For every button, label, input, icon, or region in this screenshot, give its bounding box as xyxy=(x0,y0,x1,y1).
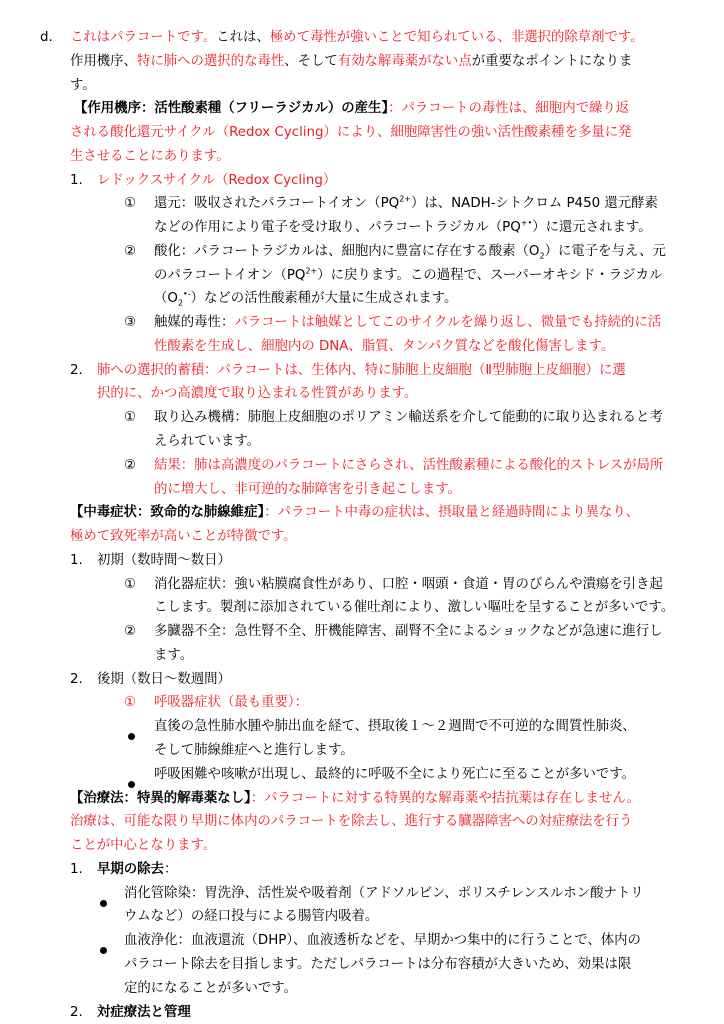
text-line xyxy=(154,289,457,309)
text-line xyxy=(74,99,629,119)
text-line xyxy=(154,432,260,452)
text-segment: 消化器症状：強い粘膜腐食性があり、口腔・咽頭・食道・胃のびらんや潰瘍を引き起 xyxy=(154,577,663,592)
text-line xyxy=(124,979,297,999)
text-segment: 還元：吸収されたパラコートイオン（PQ xyxy=(154,196,400,211)
text-segment: 性酸素を生成し、細胞内の DNA、脂質、タンパク質などを酸化傷害します。 xyxy=(154,339,615,354)
text-segment: 消化管除染：胃洗浄、活性炭や吸着剤（アドソルビン、ポリスチレンスルホン酸ナトリ xyxy=(124,886,644,901)
text-segment: ）などの活性酸素種が大量に生成されます。 xyxy=(190,291,458,306)
text-line xyxy=(154,765,635,785)
text-segment: ① xyxy=(124,410,137,425)
text-segment: レドックスサイクル（Redox Cycling） xyxy=(97,173,337,188)
bullet-icon xyxy=(128,733,135,740)
text-segment: 作用機序、 xyxy=(70,54,137,69)
text-segment: 1. xyxy=(70,173,83,188)
text-segment: のパラコートイオン（PQ xyxy=(154,268,306,283)
text-segment: 呼吸器症状（最も重要）： xyxy=(154,695,308,710)
text-line xyxy=(124,456,136,476)
text-segment: 酸化：パラコートラジカルは、細胞内に豊富に存在する酸素（O xyxy=(154,244,540,259)
text-segment: 治療は、可能な限り早期に体内のパラコートを除去し、進行する臓器障害への対症療法を行う xyxy=(70,814,633,829)
text-line xyxy=(124,194,136,214)
text-segment: 対症療法と管理 xyxy=(97,1005,191,1020)
text-line xyxy=(124,693,136,713)
text-segment: +• xyxy=(520,218,533,228)
text-segment: ② xyxy=(124,458,137,473)
text-line xyxy=(70,28,644,48)
text-segment: ② xyxy=(124,244,137,259)
text-segment: される酸化還元サイクル（Redox Cycling）により、細胞障害性の強い活性酸素種を多量に発 xyxy=(70,125,632,140)
text-segment: 2. xyxy=(70,1005,83,1020)
text-segment: が重要なポイントになりま xyxy=(471,54,633,69)
text-segment: 2+ xyxy=(399,194,411,204)
text-segment: す。 xyxy=(70,78,96,93)
text-line xyxy=(70,527,297,547)
text-segment: ウムなど）の経口投与による腸管内吸着。 xyxy=(124,909,379,924)
text-line xyxy=(154,622,663,642)
text-segment: こします。製剤に添加されている催吐剤により、激しい嘔吐を呈することが多いです。 xyxy=(154,600,675,615)
text-segment: 生させることにあります。 xyxy=(70,149,230,164)
text-segment: 的に増大し、非可逆的な肺障害を引き起こします。 xyxy=(154,482,461,497)
text-line xyxy=(154,693,308,713)
text-segment: ② xyxy=(124,624,137,639)
text-segment: ）に戻ります。この過程で、スーパーオキシド・ラジカル xyxy=(317,268,663,283)
bullet-icon xyxy=(100,947,107,954)
text-segment: 択的に、かつ高濃度で取り込まれる性質があります。 xyxy=(97,386,418,401)
text-segment: ：パラコートの毒性は、細胞内で繰り返 xyxy=(388,101,630,116)
text-segment: 特に肺への選択的な毒性 xyxy=(136,54,285,69)
text-line xyxy=(70,1003,83,1023)
text-segment: 呼吸困難や咳嗽が出現し、最終的に呼吸不全により死亡に至ることが多いです。 xyxy=(154,767,635,782)
text-line xyxy=(70,812,632,832)
text-segment: ：パラコートに対する特異的な解毒薬や拮抗薬は存在しません。 xyxy=(250,791,640,806)
text-line xyxy=(154,313,661,333)
text-line xyxy=(124,242,136,262)
text-segment: 2 xyxy=(177,298,184,308)
text-line xyxy=(154,456,663,476)
text-line xyxy=(70,361,83,381)
text-segment: 極めて毒性が強いことで知られている、非選択的除草剤です。 xyxy=(269,30,644,45)
text-segment: （O xyxy=(154,291,178,306)
text-segment: ① xyxy=(124,695,137,710)
text-segment: 肺への選択的蓄積：パラコートは、生体内、特に肺胞上皮細胞（Ⅱ型肺胞上皮細胞）に選 xyxy=(97,363,626,378)
bullet-icon xyxy=(100,900,107,907)
text-segment: 【治療法：特異的解毒薬なし】 xyxy=(70,791,251,806)
text-segment: 2. xyxy=(70,363,83,378)
text-line xyxy=(70,123,632,143)
text-segment: 有効な解毒薬がない点 xyxy=(337,54,472,69)
text-segment: ます。 xyxy=(154,648,194,663)
text-segment: •- xyxy=(183,289,191,299)
text-segment: 1. xyxy=(70,553,83,568)
text-line xyxy=(70,789,640,809)
text-line xyxy=(97,384,417,404)
text-line xyxy=(70,147,230,167)
text-segment: 【中毒症状：致命的な肺線維症】 xyxy=(70,505,265,520)
text-line xyxy=(40,28,53,48)
text-line xyxy=(124,931,641,951)
text-line xyxy=(70,551,83,571)
text-segment: d. xyxy=(40,30,53,45)
text-line xyxy=(97,860,177,880)
text-line xyxy=(154,194,658,214)
text-segment: 触媒的毒性： xyxy=(154,315,235,330)
text-line xyxy=(97,551,231,571)
text-line xyxy=(124,575,136,595)
text-line xyxy=(70,836,216,856)
text-line xyxy=(70,670,83,690)
text-segment: 直後の急性肺水腫や肺出血を経て、摂取後１～２週間で不可逆的な間質性肺炎、 xyxy=(154,719,636,734)
text-segment: ① xyxy=(124,577,137,592)
text-segment: ）に還元されます。 xyxy=(532,220,652,235)
text-line xyxy=(97,171,336,191)
text-line xyxy=(70,76,96,96)
text-segment: 後期（数日～数週間） xyxy=(97,672,231,687)
text-segment: 定的になることが多いです。 xyxy=(124,981,298,996)
text-segment: 【作用機序：活性酸素種（フリーラジカル）の産生】 xyxy=(74,101,389,116)
text-line xyxy=(124,408,136,428)
text-line xyxy=(154,646,193,666)
text-line xyxy=(124,884,644,904)
text-line xyxy=(154,337,614,357)
text-line xyxy=(124,622,136,642)
text-line xyxy=(97,670,231,690)
text-line xyxy=(154,242,666,262)
text-line xyxy=(154,218,652,238)
text-segment: これは、 xyxy=(216,30,270,45)
text-line xyxy=(154,575,663,595)
text-segment: 2. xyxy=(70,672,83,687)
text-line xyxy=(154,266,662,286)
text-segment: そして肺線維症へと進行します。 xyxy=(154,743,354,758)
text-segment: ことが中心となります。 xyxy=(70,838,217,853)
text-line xyxy=(154,741,354,761)
text-segment: 2 xyxy=(539,251,545,261)
text-line xyxy=(124,313,136,333)
text-line xyxy=(124,907,378,927)
text-segment: 取り込み機構：肺胞上皮細胞のポリアミン輸送系を介して能動的に取り込まれると考 xyxy=(154,410,663,425)
text-segment: 1. xyxy=(70,862,83,877)
text-segment: 、そして xyxy=(284,54,338,69)
text-segment: ： xyxy=(163,862,178,877)
text-line xyxy=(154,717,636,737)
text-segment: 早期の除去 xyxy=(97,862,164,877)
bullet-icon xyxy=(128,781,135,788)
text-segment: 多臓器不全：急性腎不全、肝機能障害、副腎不全によるショックなどが急速に進行し xyxy=(154,624,663,639)
text-segment: これはパラコートです。 xyxy=(70,30,217,45)
text-segment: 血液浄化：血液還流（DHP）、血液透析などを、早期かつ集中的に行うことで、体内の xyxy=(124,933,641,948)
text-segment: 初期（数時間～数日） xyxy=(97,553,231,568)
text-line xyxy=(70,860,83,880)
text-segment: ）は、NADH-シトクロム P450 還元酵素 xyxy=(410,196,658,211)
text-line xyxy=(97,361,626,381)
text-segment: ① xyxy=(124,196,137,211)
text-line xyxy=(97,1003,191,1023)
text-segment: パラコート除去を目指します。ただしパラコートは分布容積が大きいため、効果は限 xyxy=(124,957,632,972)
text-segment: ③ xyxy=(124,315,137,330)
text-segment: ：パラコート中毒の症状は、摂取量と経過時間により異なり、 xyxy=(264,505,640,520)
text-segment: パラコートは触媒としてこのサイクルを繰り返し、微量でも持続的に活 xyxy=(234,315,662,330)
text-line xyxy=(70,52,632,72)
text-line xyxy=(154,480,461,500)
text-segment: ）に電子を与え、元 xyxy=(544,244,666,259)
text-segment: 結果：肺は高濃度のパラコートにさらされ、活性酸素種による酸化的ストレスが局所 xyxy=(154,458,664,473)
text-segment: 極めて致死率が高いことが特徴です。 xyxy=(70,529,297,544)
text-segment: えられています。 xyxy=(154,434,261,449)
text-line xyxy=(124,955,631,975)
text-segment: などの作用により電子を受け取り、パラコートラジカル（PQ xyxy=(154,220,521,235)
text-line xyxy=(70,503,639,523)
text-segment: 2+ xyxy=(305,266,318,276)
text-line xyxy=(70,171,83,191)
text-line xyxy=(154,598,674,618)
text-line xyxy=(154,408,663,428)
